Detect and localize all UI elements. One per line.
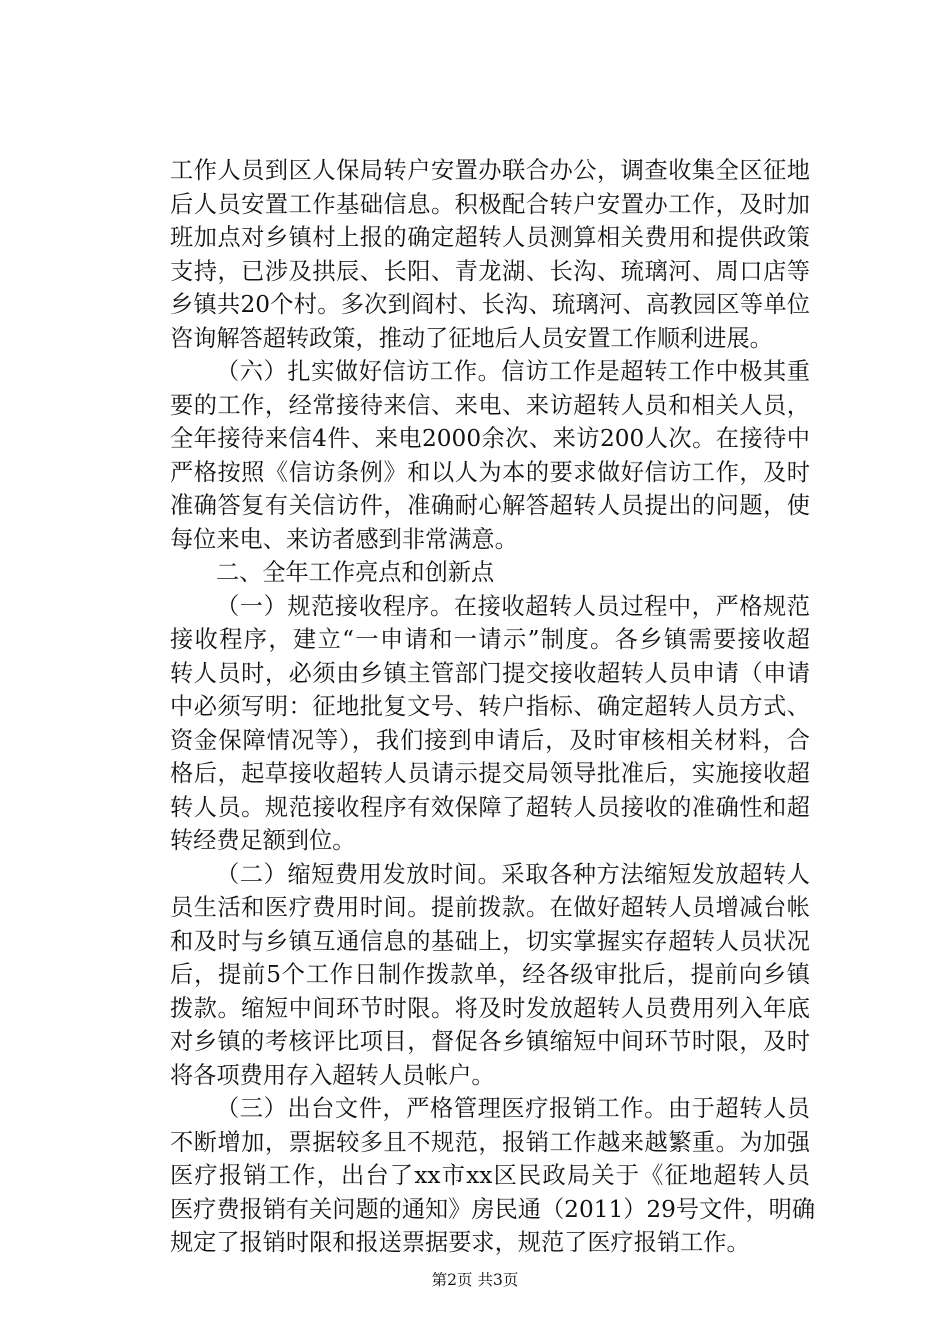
text-line: 转人员。规范接收程序有效保障了超转人员接收的准确性和超 — [170, 793, 810, 821]
text-line: 员生活和医疗费用时间。提前拨款。在做好超转人员增减台帐 — [170, 894, 810, 921]
text-line: 对乡镇的考核评比项目，督促各乡镇缩短中间环节时限，及时 — [170, 1028, 810, 1055]
section-title: 二、全年工作亮点和创新点 — [216, 559, 495, 586]
text-line: 后人员安置工作基础信息。积极配合转户安置办工作，及时加 — [170, 190, 810, 218]
text-line: 后，提前5个工作日制作拨款单，经各级审批后，提前向乡镇 — [170, 961, 810, 988]
text-line: 转人员时，必须由乡镇主管部门提交接收超转人员申请（申请 — [170, 659, 810, 687]
document-body — [170, 154, 816, 1260]
text-line: 严格按照《信访条例》和以人为本的要求做好信访工作，及时 — [170, 458, 810, 486]
text-line: 规定了报销时限和报送票据要求，规范了医疗报销工作。 — [170, 1229, 750, 1256]
text-line: 拨款。缩短中间环节时限。将及时发放超转人员费用列入年底 — [170, 994, 810, 1022]
text-line: 将各项费用存入超转人员帐户。 — [170, 1061, 495, 1089]
text-line: 接收程序，建立“一申请和一请示”制度。各乡镇需要接收超 — [170, 626, 810, 653]
text-line: 和及时与乡镇互通信息的基础上，切实掌握实存超转人员状况 — [170, 927, 810, 955]
text-line: 乡镇共20个村。多次到阎村、长沟、琉璃河、高教园区等单位 — [170, 291, 810, 318]
subsection-heading-3: （三）出台文件，严格管理医疗报销工作。由于超转人员 — [216, 1095, 810, 1122]
text-line: 资金保障情况等），我们接到申请后，及时审核相关材料，合 — [170, 726, 810, 754]
text-line: 中必须写明：征地批复文号、转户指标、确定超转人员方式、 — [170, 693, 810, 720]
subsection-heading-2: （二）缩短费用发放时间。采取各种方法缩短发放超转人 — [216, 860, 810, 888]
text-line: 支持，已涉及拱辰、长阳、青龙湖、长沟、琉璃河、周口店等 — [170, 257, 810, 285]
text-line: 准确答复有关信访件，准确耐心解答超转人员提出的问题，使 — [170, 492, 810, 519]
text-line: 每位来电、来访者感到非常满意。 — [170, 525, 518, 553]
text-line: 工作人员到区人保局转户安置办联合办公，调查收集全区征地 — [170, 157, 810, 184]
text-line: 全年接待来信4件、来电2000余次、来访200人次。在接待中 — [170, 425, 810, 452]
text-line: 医疗费报销有关问题的通知》房民通（2011）29号文件，明确 — [170, 1195, 816, 1223]
text-line: 班加点对乡镇村上报的确定超转人员测算相关费用和提供政策 — [170, 224, 810, 251]
text-line: 转经费足额到位。 — [170, 827, 356, 854]
text-line: 不断增加，票据较多且不规范，报销工作越来越繁重。为加强 — [170, 1128, 810, 1156]
subsection-heading-1: （一）规范接收程序。在接收超转人员过程中，严格规范 — [216, 592, 810, 620]
text-line: 医疗报销工作，出台了xx市xx区民政局关于《征地超转人员 — [170, 1162, 810, 1189]
text-line: 要的工作，经常接待来信、来电、来访超转人员和相关人员， — [170, 391, 810, 419]
page-number-footer: 第2页 共3页 — [431, 1271, 519, 1289]
text-line: 格后，起草接收超转人员请示提交局领导批准后，实施接收超 — [170, 760, 810, 787]
text-line: 咨询解答超转政策，推动了征地后人员安置工作顺利进展。 — [170, 324, 773, 352]
section-heading-6: （六）扎实做好信访工作。信访工作是超转工作中极其重 — [216, 358, 810, 385]
